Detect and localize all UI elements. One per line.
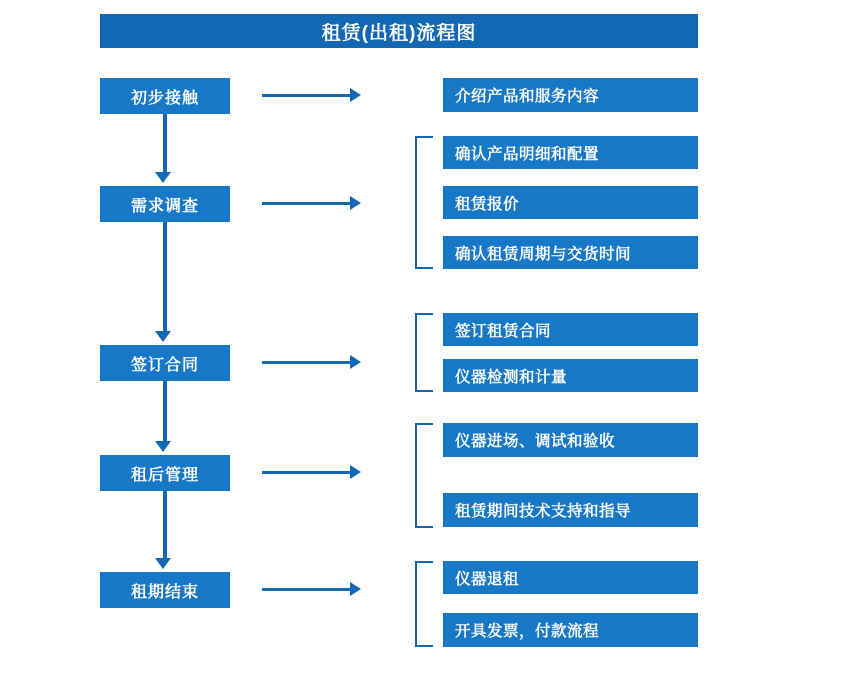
stage-box-1: 初步接触 (100, 78, 230, 114)
task-group-bracket-3 (415, 313, 433, 392)
task-box-1: 介绍产品和服务内容 (443, 78, 698, 112)
stage-box-3: 签订合同 (100, 345, 230, 381)
task-box-6: 仪器检测和计量 (443, 359, 698, 392)
task-box-7: 仪器进场、调试和验收 (443, 423, 698, 457)
stage-box-5: 租期结束 (100, 572, 230, 608)
task-arrow-head-2 (350, 196, 361, 210)
task-arrow-line-4 (262, 471, 350, 474)
task-box-5: 签订租赁合同 (443, 313, 698, 346)
stage-connector-arrow-4-5 (155, 558, 171, 569)
stage-connector-2-3 (163, 222, 167, 331)
task-arrow-line-1 (262, 94, 350, 97)
task-arrow-head-4 (350, 465, 361, 479)
stage-connector-arrow-1-2 (155, 172, 171, 183)
stage-connector-3-4 (163, 381, 167, 441)
task-arrow-line-2 (262, 202, 350, 205)
task-arrow-head-5 (350, 582, 361, 596)
page-title: 租赁(出租)流程图 (100, 14, 698, 48)
task-box-8: 租赁期间技术支持和指导 (443, 493, 698, 527)
task-box-9: 仪器退租 (443, 561, 698, 594)
stage-connector-1-2 (163, 114, 167, 172)
stage-box-2: 需求调查 (100, 186, 230, 222)
task-group-bracket-4 (415, 423, 433, 528)
task-arrow-line-5 (262, 588, 350, 591)
task-box-2: 确认产品明细和配置 (443, 136, 698, 169)
stage-box-4: 租后管理 (100, 455, 230, 491)
stage-connector-4-5 (163, 491, 167, 558)
task-arrow-head-3 (350, 355, 361, 369)
task-group-bracket-2 (415, 136, 433, 269)
task-box-4: 确认租赁周期与交货时间 (443, 236, 698, 269)
task-box-10: 开具发票，付款流程 (443, 613, 698, 647)
stage-connector-arrow-2-3 (155, 331, 171, 342)
task-arrow-head-1 (350, 88, 361, 102)
task-arrow-line-3 (262, 361, 350, 364)
task-box-3: 租赁报价 (443, 186, 698, 219)
task-group-bracket-5 (415, 561, 433, 647)
stage-connector-arrow-3-4 (155, 441, 171, 452)
